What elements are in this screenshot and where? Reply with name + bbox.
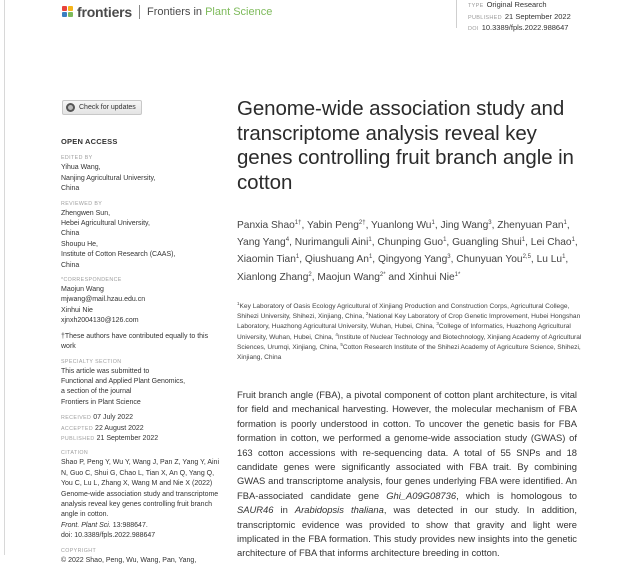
- meta-type: [468, 0, 571, 12]
- copyright-section: [61, 547, 221, 566]
- author-affiliation-marker: 1: [431, 220, 435, 226]
- affiliation-text: Institute of Nuclear Technology and Biotechnology, Xinjiang Academy of Agricultural Sciences, Urumqi, Xinjiang, China,: [237, 333, 582, 351]
- reviewer-line: Shoupu He,: [61, 240, 98, 248]
- abstract-text: , was detected in our study. In addition, transcriptomic evidence was provided to show that gravity and light were implicated in the FBA formation. This study provides new insights into the genetic architecture of FBA that informs architecture breeding in cotton.: [237, 504, 577, 559]
- author-name[interactable]: Maojun Wang: [317, 271, 380, 283]
- author-separator: ,: [491, 220, 498, 231]
- affiliation-text: College of Informatics, Huazhong Agricultural University, Wuhan, Hubei, China,: [237, 323, 571, 341]
- author-list: [237, 217, 582, 286]
- abstract-text: Fruit branch angle (FBA), a pivotal component of cotton plant architecture, is vital for field and mechanical harvesting. However, the molecular mechanism of FBA formation is poorly understood in cotton. To uncover the genetic basis for FBA formation in cotton, we performed a genome-wide association study (GWAS) of 163 cotton accessions with re-sequencing data. A total of 55 SNPs and 18 candidate genes were significantly associated with FBA trait. By combining GWAS and transcriptome analysis, four genes underlying FBA were identified. An FBA-associated candidate gene: [237, 389, 577, 501]
- published-date: [61, 434, 221, 444]
- author-name[interactable]: Chunping Guo: [377, 237, 444, 249]
- correspondent-email[interactable]: xjnxh2004130@126.com: [61, 317, 139, 325]
- affiliation-text: National Key Laboratory of Crop Genetic Improvement, Hubei Hongshan Laboratory, Huazhong Agricultural University, Wuhan, Hubei, China,: [237, 313, 581, 331]
- article-title: Genome-wide association study and transcriptome analysis reveal key genes controlling fruit branch angle in cotton: [237, 97, 574, 194]
- author-name[interactable]: Jing Wang: [440, 220, 489, 231]
- author-name[interactable]: Yabin Peng: [306, 220, 359, 231]
- author-name[interactable]: Guangling Shui: [452, 237, 522, 249]
- author-separator: ,: [365, 220, 372, 231]
- equal-contribution-note: †These authors have contributed equally to this work: [61, 332, 209, 351]
- author-separator: and: [385, 271, 409, 283]
- affiliation-text: Cotton Research Institute of the Shihezi Academy of Agriculture Science, Shihezi, Xinjiang, China: [237, 343, 581, 362]
- author-name[interactable]: Chunyuan You: [456, 254, 523, 266]
- journal-prefix: Frontiers in: [147, 6, 206, 18]
- header-divider: [139, 5, 140, 19]
- correspondent-name: Maojun Wang: [61, 286, 104, 294]
- author-separator: ,: [566, 220, 570, 231]
- author-separator: ,: [446, 237, 453, 249]
- author-affiliation-marker: 1: [571, 237, 575, 244]
- meta-value[interactable]: 10.3389/fpls.2022.988647: [481, 23, 569, 32]
- reviewer-line: Hebei Agricultural University,: [61, 220, 150, 228]
- author-affiliation-marker: 4: [285, 237, 290, 244]
- affiliation-number: 5: [340, 341, 343, 347]
- author-name[interactable]: Qingyong Yang: [377, 254, 448, 266]
- abstract-text: , which is homologous to: [456, 489, 577, 501]
- section-label: SPECIALTY SECTION: [61, 358, 122, 365]
- affiliation-number: 1: [237, 301, 240, 306]
- specialty-line: This article was submitted to: [61, 367, 150, 375]
- author-name[interactable]: Lei Chao: [530, 237, 572, 249]
- journal-highlight: Plant Science: [205, 6, 273, 18]
- species-name: Arabidopsis thaliana: [294, 504, 384, 516]
- specialty-section: [61, 358, 221, 409]
- author-separator: ,: [530, 254, 537, 266]
- reviewer-line: China: [61, 230, 80, 238]
- meta-key: TYPE: [468, 3, 484, 9]
- editor-affiliation: Nanjing Agricultural University,: [61, 174, 156, 182]
- date-key: RECEIVED: [61, 415, 92, 422]
- author-affiliation-marker: 2*: [379, 271, 386, 278]
- date-value: 22 August 2022: [95, 424, 144, 432]
- section-label: *CORRESPONDENCE: [61, 277, 122, 284]
- journal-name: [147, 6, 272, 18]
- specialty-line: Frontiers in Plant Science: [61, 398, 141, 406]
- abstract-text: in: [273, 504, 295, 516]
- meta-published: [468, 12, 571, 24]
- meta-value: 21 September 2022: [504, 11, 571, 21]
- author-name[interactable]: Yang Yang: [237, 237, 286, 249]
- correspondent-email[interactable]: mjwang@mail.hzau.edu.cn: [61, 296, 146, 304]
- author-name[interactable]: Lu Lu: [536, 254, 563, 266]
- section-label: REVIEWED BY: [61, 200, 103, 207]
- section-label: COPYRIGHT: [61, 547, 97, 554]
- article-meta: [456, 0, 571, 32]
- author-affiliation-marker: 2†: [358, 220, 366, 226]
- author-name[interactable]: Xianlong Zhang: [237, 271, 309, 283]
- citation-doi[interactable]: doi: 10.3389/fpls.2022.988647: [61, 532, 156, 540]
- edited-by-section: [61, 154, 221, 194]
- date-value: 07 July 2022: [93, 414, 133, 422]
- author-name[interactable]: Panxia Shao: [237, 220, 295, 231]
- author-affiliation-marker: 3: [488, 220, 492, 226]
- author-name[interactable]: Nurimanguli Aini: [294, 237, 369, 249]
- affiliation-number: 4: [335, 331, 338, 337]
- citation-volume: 13:988647.: [110, 521, 148, 529]
- author-separator: ,: [311, 271, 318, 283]
- author-separator: ,: [371, 237, 378, 249]
- reviewer-line: Zhengwen Sun,: [61, 209, 111, 217]
- author-name[interactable]: Xinhui Nie: [408, 271, 455, 283]
- article-sidebar: [61, 137, 221, 571]
- author-separator: ,: [301, 220, 307, 231]
- gene-name: Ghi_A09G08736: [386, 489, 457, 501]
- specialty-line: a section of the journal: [61, 388, 132, 396]
- date-value: 21 September 2022: [96, 434, 159, 442]
- date-key: ACCEPTED: [61, 425, 94, 432]
- abstract: [237, 388, 577, 561]
- accepted-date: [61, 424, 221, 434]
- author-affiliation-marker: 2,5: [522, 254, 531, 261]
- author-name[interactable]: Yuanlong Wu: [371, 220, 432, 231]
- gene-name: SAUR46: [237, 504, 274, 516]
- section-label: EDITED BY: [61, 155, 93, 162]
- meta-key: PUBLISHED: [468, 14, 502, 21]
- author-separator: ,: [565, 254, 569, 266]
- author-name[interactable]: Zhenyuan Pan: [497, 220, 564, 231]
- frontiers-logo-icon: [62, 6, 74, 19]
- author-affiliation-marker: 1: [521, 237, 526, 244]
- affiliation-number: 2: [365, 311, 369, 317]
- date-key: PUBLISHED: [61, 435, 95, 442]
- editor-country: China: [61, 185, 80, 193]
- author-affiliation-marker: 1: [562, 254, 566, 261]
- section-label: CITATION: [61, 450, 89, 457]
- citation-text: [61, 458, 221, 541]
- author-affiliation-marker: 1: [443, 237, 447, 244]
- author-affiliation-marker: 1: [295, 254, 300, 261]
- citation-body: Shao P, Peng Y, Wu Y, Wang J, Pan Z, Yang Y, Aini N, Guo C, Shui G, Chao L, Tian X, An Q, Yang Q, You C, Lu L, Zhang X, Wang M and Nie X (2022) Genome-wide association study and transcriptome analysis reveal key genes controlling fruit branch angle in cotton.: [61, 459, 220, 519]
- reviewer-line: Institute of Cotton Research (CAAS),: [61, 251, 176, 259]
- reviewer-line: China: [61, 261, 80, 269]
- specialty-line: Functional and Applied Plant Genomics,: [61, 377, 186, 385]
- author-name[interactable]: Xiaomin Tian: [237, 254, 296, 266]
- meta-doi[interactable]: [468, 23, 571, 35]
- journal-header: [62, 4, 272, 20]
- author-affiliation-marker: 1: [368, 237, 372, 244]
- author-separator: ,: [434, 220, 441, 231]
- correspondent-name: Xinhui Nie: [61, 306, 93, 314]
- received-date: [61, 413, 221, 423]
- check-updates-label: Check for updates: [79, 104, 136, 111]
- citation-journal: Front. Plant Sci.: [61, 521, 111, 529]
- open-access-label: OPEN ACCESS: [61, 137, 118, 146]
- meta-key: DOI: [468, 26, 479, 32]
- author-name[interactable]: Qiushuang An: [304, 254, 369, 266]
- check-updates-icon: [66, 103, 75, 112]
- copyright-text: © 2022 Shao, Peng, Wu, Wang, Pan, Yang,: [61, 556, 197, 564]
- author-affiliation-marker: 1: [563, 220, 567, 226]
- author-separator: ,: [574, 237, 578, 249]
- meta-value: Original Research: [486, 0, 547, 9]
- affiliations: [237, 302, 582, 363]
- correspondence-section: [61, 276, 221, 327]
- editor-name: Yihua Wang,: [61, 164, 101, 172]
- author-affiliation-marker: 1: [368, 254, 373, 261]
- author-separator: ,: [450, 254, 457, 266]
- author-affiliation-marker: 1*: [454, 271, 461, 278]
- author-affiliation-marker: 1†: [294, 220, 302, 226]
- page-edge-rule: [4, 0, 5, 555]
- author-affiliation-marker: 3: [447, 254, 451, 261]
- author-affiliation-marker: 2: [308, 271, 312, 278]
- affiliation-text: Key Laboratory of Oasis Ecology Agricultural of Xinjiang Production and Construction Corps, Agricultural College, Shihezi University, Shihezi, Xinjiang, China,: [237, 303, 570, 321]
- frontiers-logo-text: frontiers: [77, 4, 132, 20]
- author-separator: ,: [372, 254, 378, 266]
- dates-section: [61, 413, 221, 444]
- author-separator: ,: [525, 237, 531, 249]
- reviewed-by-section: [61, 200, 221, 271]
- author-separator: ,: [299, 254, 305, 266]
- author-separator: ,: [289, 237, 295, 249]
- citation-section: [61, 449, 221, 541]
- check-for-updates-button[interactable]: [62, 100, 142, 115]
- affiliation-number: 3: [436, 321, 439, 327]
